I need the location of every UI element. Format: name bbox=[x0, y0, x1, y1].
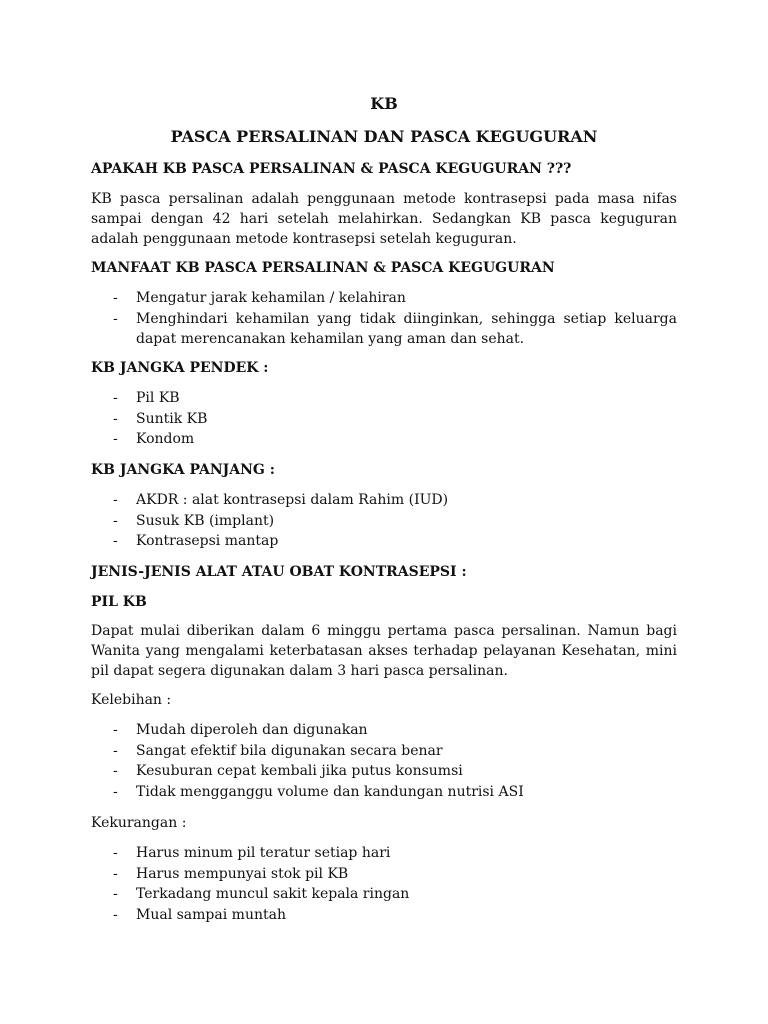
bullet-dash: - bbox=[113, 763, 118, 779]
list-item: - Harus mempunyai stok pil KB bbox=[91, 864, 677, 885]
list-item: - Mudah diperoleh dan digunakan bbox=[91, 720, 677, 741]
bullet-dash: - bbox=[113, 533, 118, 549]
definition-paragraph: KB pasca persalinan adalah penggunaan metode kontrasepsi pada masa nifas sampai dengan 42 hari setelah melahirkan. Sedangkan KB pasca keguguran adalah penggunaan metode kontrasepsi setelah keguguran. bbox=[91, 191, 677, 247]
bullet-dash: - bbox=[113, 886, 118, 902]
list-item: - Susuk KB (implant) bbox=[91, 511, 677, 532]
list-item: - Terkadang muncul sakit kepala ringan bbox=[91, 884, 677, 905]
bullet-dash: - bbox=[113, 783, 118, 800]
list-item: - Mual sampai muntah bbox=[91, 905, 677, 926]
list-item: - Suntik KB bbox=[91, 409, 677, 430]
question-heading: APAKAH KB PASCA PERSALINAN & PASCA KEGUGURAN ??? bbox=[91, 161, 572, 177]
list-item: - Pil KB bbox=[91, 388, 677, 409]
bullet-dash: - bbox=[113, 906, 118, 923]
pil-heading: PIL KB bbox=[91, 594, 147, 610]
jenis-heading: JENIS-JENIS ALAT ATAU OBAT KONTRASEPSI : bbox=[91, 564, 467, 580]
list-item: - Sangat efektif bila digunakan secara benar bbox=[91, 741, 677, 762]
bullet-dash: - bbox=[113, 290, 118, 306]
manfaat-list bbox=[91, 288, 677, 350]
kekurangan-label: Kekurangan : bbox=[91, 815, 187, 831]
bullet-dash: - bbox=[113, 492, 118, 508]
list-item: - Menghindari kehamilan yang tidak diinginkan, sehingga setiap keluarga dapat merencanakan kehamilan yang aman dan sehat. bbox=[113, 310, 677, 347]
bullet-dash: - bbox=[113, 390, 118, 406]
list-item: - Kesuburan cepat kembali jika putus konsumsi bbox=[91, 761, 677, 782]
pendek-list bbox=[91, 388, 677, 450]
bullet-dash: - bbox=[113, 722, 118, 738]
panjang-heading: KB JANGKA PANJANG : bbox=[91, 462, 275, 478]
list-item: - Tidak mengganggu volume dan kandungan nutrisi ASI bbox=[91, 782, 677, 803]
doc-subtitle: PASCA PERSALINAN DAN PASCA KEGUGURAN bbox=[170, 127, 598, 146]
list-item: - Kontrasepsi mantap bbox=[91, 531, 677, 552]
bullet-dash: - bbox=[113, 310, 118, 327]
kekurangan-list bbox=[91, 843, 677, 925]
pil-paragraph: Dapat mulai diberikan dalam 6 minggu pertama pasca persalinan. Namun bagi Wanita yang mengalami keterbatasan akses terhadap pelayanan Kesehatan, mini pil dapat segera digunakan dalam 3 hari pasca persalinan. bbox=[91, 623, 677, 679]
list-item: - Kondom bbox=[91, 429, 677, 450]
doc-title: KB bbox=[370, 94, 398, 113]
pendek-heading: KB JANGKA PENDEK : bbox=[91, 360, 269, 376]
bullet-dash: - bbox=[113, 742, 118, 759]
list-item: - AKDR : alat kontrasepsi dalam Rahim (IUD) bbox=[91, 490, 677, 511]
bullet-dash: - bbox=[113, 410, 118, 427]
kelebihan-list bbox=[91, 720, 677, 802]
bullet-dash: - bbox=[113, 512, 118, 529]
bullet-dash: - bbox=[113, 845, 118, 861]
list-item: - Harus minum pil teratur setiap hari bbox=[91, 843, 677, 864]
manfaat-heading: MANFAAT KB PASCA PERSALINAN & PASCA KEGUGURAN bbox=[91, 260, 555, 276]
list-item: - Mengatur jarak kehamilan / kelahiran bbox=[91, 288, 677, 309]
panjang-list bbox=[91, 490, 677, 552]
kelebihan-label: Kelebihan : bbox=[91, 692, 172, 708]
bullet-dash: - bbox=[113, 431, 118, 447]
bullet-dash: - bbox=[113, 865, 118, 882]
